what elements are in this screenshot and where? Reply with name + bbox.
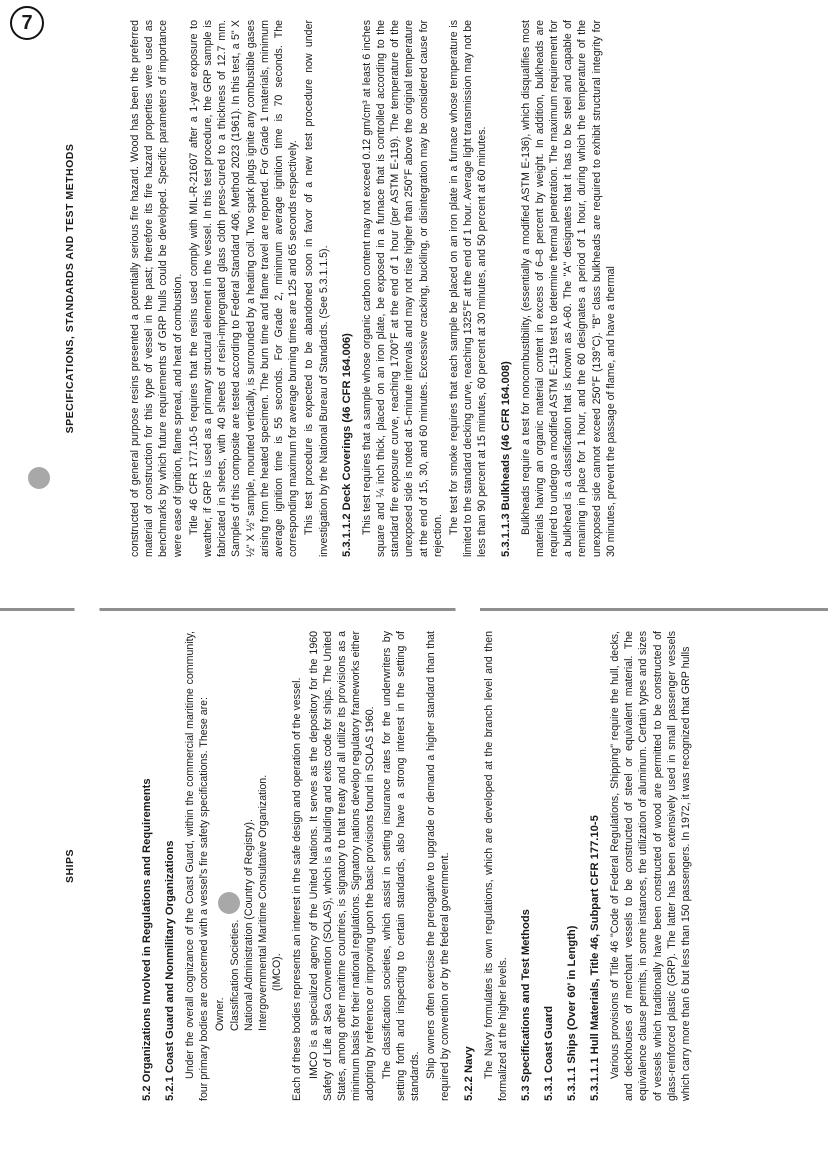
paragraph: IMCO is a specialized agency of the United Nations. It serves as the depository for the 1960 Safety of Life at Sea Convention (SOLAS), which is a building and exits code for ships. The United States, among other maritime countries, is signatory to that treaty and all utilize its provisions as a minimum basis for their national regulations. Signatory nations develop regulatory frameworks either adopting by reference or improving upon the basic provisions found in SOLAS 1960.	[307, 631, 377, 1101]
circled-page-number: 7	[10, 6, 44, 40]
paragraph: Under the overall cognizance of the Coast Guard, within the commercial maritime community, four primary bodies are concerned with a vessel's fire safety specifications. These are:	[184, 631, 211, 1101]
running-head-right: SPECIFICATIONS, STANDARDS AND TEST METHODS	[64, 143, 76, 434]
section-heading: 5.3.1.1.1 Hull Materials, Title 46, Subpart CFR 177.10-5	[589, 815, 602, 1101]
section-heading: 5.3 Specifications and Test Methods	[520, 909, 533, 1101]
paragraph: This test requires that a sample whose organic carbon content may not exceed 0.12 gm/cm³ at least 6 inches square and ¼ inch thick, placed on an iron plate, be exposed in a furnace that is controlled according to the standard fire exposure curve, reaching 1700°F at the end of 1 hour (per ASTM E-119). The temperature of the unexposed side is noted at 5-minute intervals and may not rise higher than 250°F above the original temperature at the end of 15, 30, and 60 minutes. Excessive cracking, buckling, or disintegration may be considered cause for rejection.	[360, 20, 444, 557]
list-item: Owner.	[214, 997, 227, 1031]
section-heading: 5.3.1.1 Ships (Over 60' in Length)	[566, 925, 579, 1101]
binder-hole-icon	[28, 467, 50, 489]
paragraph: Bulkheads require a test for noncombustibility, (essentially a modified ASTM E-136), which disqualifies most materials having an organic material content in excess of 6–8 percent by weight. In addition, bulkheads are required to undergo a modified ASTM E-119 test to determine thermal penetration. The maximum requirement for a bulkhead is a classification that is known as A-60. The "A" designates that it has to be steel and capable of remaining in place for 1 hour, and the 60 designates a period of 1 hour, during which the temperature of the unexposed side cannot exceed 250°F (139°C). "B" class bulkheads are required to exhibit structural integrity for 30 minutes, prevent the passage of flame, and have a thermal	[519, 20, 617, 557]
paragraph: Title 46 CFR 177.10-5 requires that the resins used comply with MIL-R-21607 after a 1-year exposure to weather, if GRP is used as a primary structural element in the vessel. In this test procedure, the GRP sample is fabricated in sheets, with 40 sheets of resin-impregnated glass cloth press-cured to a thickness of 12.7 mm. Samples of this composite are tested according to Federal Standard 406, Method 2023 (1961). In this test, a 5" X ½" X ½" sample, mounted vertically, is surrounded by a heating coil. Two spark plugs ignite any combustible gases arising from the heated specimen. The burn time and flame travel are reported. For Grade 1 materials, minimum average ignition time is 55 seconds. For Grade 2, minimum average ignition time is 70 seconds. The corresponding maximum for average burning times are 125 and 65 seconds respectively.	[187, 20, 300, 557]
section-heading: 5.2.2 Navy	[462, 1046, 475, 1101]
list-item: (IMCO).	[271, 953, 284, 991]
section-heading: 5.3.1.1.2 Deck Coverings (46 CFR 164.006)	[340, 333, 353, 557]
paragraph: The classification societies, which assist in setting insurance rates for the underwriters by setting forth and inspecting to certain standards, also have a strong interest in the setting of standards.	[380, 631, 422, 1101]
section-heading: 5.3.1 Coast Guard	[543, 1005, 556, 1101]
section-heading: 5.3.1.1.3 Bulkheads (46 CFR 164.008)	[499, 361, 512, 557]
running-head-left: SHIPS	[64, 849, 76, 884]
paragraph: The test for smoke requires that each sample be placed on an iron plate in a furnace whose temperature is limited to the standard decking curve, reaching 1325°F at the end of 1 hour. Average light transmission may not be less than 90 percent at 15 minutes, 60 percent at 30 minutes, and 50 percent at 60 minutes.	[448, 20, 489, 557]
list-item: National Administration (Country of Registry).	[242, 819, 255, 1031]
organization-list	[213, 631, 284, 1101]
list-item: Classification Societies.	[228, 919, 241, 1031]
paragraph: Each of these bodies represents an interest in the safe design and operation of the vessel.	[291, 677, 304, 1101]
paragraph: Ship owners often exercise the prerogative to upgrade or demand a higher standard than that required by convention or by the federal government.	[425, 631, 452, 1101]
section-heading: 5.2.1 Coast Guard and Nonmilitary Organizations	[164, 840, 176, 1101]
left-page	[0, 609, 828, 1169]
binder-hole-icon	[218, 892, 240, 914]
list-item: Intergovernmental Maritime Consultative Organization.	[257, 774, 270, 1031]
paragraph: This test procedure is expected to be abandoned soon in favor of a new test procedure now under investigation by the National Bureau of Standards. (See 5.3.1.1.5).	[303, 20, 330, 557]
paragraph: The Navy formulates its own regulations, which are developed at the branch level and then formalized at the higher levels.	[482, 631, 509, 1101]
section-heading: 5.2 Organizations Involved in Regulations and Requirements	[141, 778, 153, 1101]
paragraph: constructed of general purpose resins presented a potentially serious fire hazard. Wood has been the preferred material of construction for this type of vessel in the past; therefore its fire hazard properties were used as benchmarks by which future requirements of GRP hulls could be developed. Specific parameters of importance were ease of ignition, flame spread, and heat of combustion.	[129, 20, 184, 557]
paragraph: Various provisions of Title 46 "Code of Federal Regulations, Shipping" require the hull, decks, and deckhouses of merchant vessels to be constructed of steel or equivalent material. The equivalence clause permits, in some instances, the utilization of aluminum. Certain types and sizes of vessels which traditionally have been constructed of wood are permitted to be constructed of glass-reinforced plastic (GRP). The latter has been extensively used in small passenger vessels which carry more than 6 but less than 150 passengers. In 1972, it was recognized that GRP hulls	[609, 631, 693, 1101]
